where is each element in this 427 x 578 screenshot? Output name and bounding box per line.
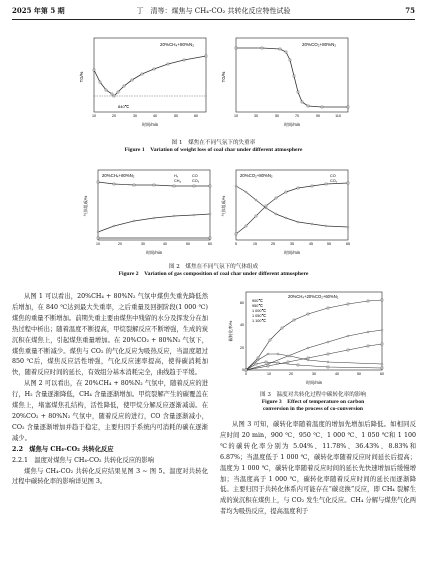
svg-text:25: 25 — [271, 242, 275, 246]
svg-text:40: 40 — [163, 242, 167, 246]
fig1-left-ylabel: TG/% — [79, 71, 84, 83]
chart-marker — [193, 185, 195, 187]
chart-marker — [153, 68, 155, 70]
paragraph-fig1: 从图 1 可以看出，20%CH₄ + 80%N₂ 气氛中煤焦失重先降低然后增加，在 840 ℃达到最大失重率，之后重量及回据阶段(1 000 ℃)煤焦的重量不断增加。前期失重主要由煤焦中残留的水分及挥发分在加热过程中析出；随着温度不断提高，甲烷裂解反应不断增强，生成的炭沉积在煤焦上，引起煤焦重量增加。在 20%CO₂ + 80%N₂ 气氛下，煤焦重量不断减少。煤焦与 CO₂ 的气化反应为吸热反应，当温度超过 850 ℃后，煤焦反应活性增强，气化反应速率提高，使得碳消耗加快，随着反应时间的延长，有效组分基本消耗完全，曲线趋于平缓。 — [12, 293, 208, 377]
svg-text:10: 10 — [96, 242, 100, 246]
fig2-left-xlabel: 时间/min — [145, 250, 163, 255]
fig3-xlabel: 时间/min — [305, 380, 323, 385]
chart-marker — [307, 359, 309, 361]
chart-marker — [325, 225, 327, 227]
chart-marker — [209, 237, 211, 239]
svg-text:20: 20 — [112, 114, 116, 118]
chart-marker — [261, 47, 263, 49]
fig1-right-xlabel: 时间/min — [283, 122, 301, 127]
chart-marker — [153, 184, 155, 186]
svg-text:55: 55 — [327, 242, 331, 246]
chart-marker — [113, 183, 115, 185]
figure-1-caption — [12, 140, 415, 154]
figure-2-caption-en: Figure 2 Variation of gas composition of coal char under different atmosphere — [118, 271, 309, 277]
figure-2-caption — [12, 264, 415, 278]
chart-marker — [269, 339, 271, 341]
chart-marker — [277, 362, 279, 364]
fig1-left-legend: 20%CH₄+80%N₂ — [160, 42, 194, 47]
svg-text:10: 10 — [92, 114, 96, 118]
chart-marker — [133, 184, 135, 186]
chart-marker — [327, 353, 329, 355]
fig2-left-ylabel: 气体组成/% — [83, 195, 88, 217]
fig2-right-xticks — [235, 242, 350, 246]
right-column — [220, 420, 416, 518]
svg-text:50: 50 — [275, 114, 279, 118]
chart-marker — [133, 220, 135, 222]
fig3-xticks — [245, 372, 384, 376]
left-column — [12, 292, 208, 488]
chart-marker — [131, 79, 133, 81]
svg-text:CO: CO — [192, 174, 198, 178]
figure-3-caption-en-2: conversion in the process of co-conversion — [262, 406, 364, 412]
chart-marker — [277, 353, 279, 355]
chart-marker — [321, 106, 323, 108]
chart-marker — [267, 363, 269, 365]
chart-marker — [93, 69, 95, 71]
figure-3-caption-cn: 图 3 温度对共转化过程中碳转化率的影响 — [259, 392, 367, 398]
chart-marker — [123, 85, 125, 87]
svg-text:50: 50 — [174, 114, 178, 118]
chart-marker — [245, 191, 247, 193]
chart-marker — [367, 331, 369, 333]
fig3-yticks — [240, 301, 244, 372]
chart-marker — [327, 366, 329, 368]
chart-marker — [117, 91, 119, 93]
chart-marker — [311, 185, 313, 187]
chart-marker — [381, 343, 383, 345]
svg-text:10: 10 — [234, 114, 238, 118]
chart-marker — [167, 63, 169, 65]
paragraph-fig2: 从图 2 可以看出，在 20%CH₄ + 80%N₂ 气氛中，随着反应的进行，H₂ 含量逐渐降低，CH₄ 含量逐渐增加。甲烷裂解产生的碳覆盖在煤焦上，堵塞煤焦孔结构，活性降低，使甲烷分解反应逐渐减弱。在 20%CO₂ + 80%N₂ 气氛中，随着反应的进行，CO 含量逐渐减小，CO₂ 含量逐渐增加并趋于稳定，主要归因于系统内可消耗的碳在逐渐减少。 — [12, 380, 208, 442]
chart-marker — [293, 75, 295, 77]
page-number: 75 — [405, 6, 415, 15]
chart-marker — [265, 361, 267, 363]
chart-marker — [235, 233, 237, 235]
fig1-left-xlabel: 时间/min — [141, 122, 159, 127]
chart-marker — [255, 199, 257, 201]
chart-marker — [307, 357, 309, 359]
svg-text:20: 20 — [240, 346, 244, 350]
svg-text:1 050℃: 1 050℃ — [252, 314, 266, 318]
fig1-left-xticks — [92, 114, 198, 118]
chart-marker — [193, 214, 195, 216]
chart-marker — [289, 59, 291, 61]
svg-text:0: 0 — [245, 372, 247, 376]
chart-marker — [311, 223, 313, 225]
svg-text:0: 0 — [242, 368, 244, 372]
article-title-short: 丁 清等：煤焦与 CH₄-CO₂ 共转化反应特性试验 — [136, 7, 291, 15]
svg-text:30: 30 — [133, 114, 137, 118]
chart-marker — [255, 363, 257, 365]
svg-text:35: 35 — [290, 242, 294, 246]
chart-marker — [267, 353, 269, 355]
chart-marker — [99, 81, 101, 83]
svg-text:H₂: H₂ — [174, 174, 179, 178]
chart-marker — [275, 213, 277, 215]
paragraph-intro-fig3: 煤焦与 CH₄-CO₂ 共转化反应结果见图 3 ~ 图 5。温度对共转化过程中碳转化率的影响详见图 3。 — [12, 467, 208, 486]
svg-text:10: 10 — [267, 372, 271, 376]
svg-text:60: 60 — [194, 114, 198, 118]
chart-marker — [257, 359, 259, 361]
chart-marker — [327, 307, 329, 309]
chart-marker — [289, 355, 291, 357]
svg-text:950℃: 950℃ — [252, 304, 263, 308]
chart-marker — [265, 205, 267, 207]
chart-marker — [347, 226, 349, 228]
svg-text:CO₂: CO₂ — [330, 179, 338, 183]
chart-marker — [307, 313, 309, 315]
svg-text:60: 60 — [380, 372, 384, 376]
svg-text:1 100℃: 1 100℃ — [252, 319, 266, 323]
running-header — [12, 6, 415, 18]
chart-marker — [381, 299, 383, 301]
chart-marker — [275, 197, 277, 199]
svg-text:CO: CO — [330, 174, 336, 178]
svg-text:CO₂: CO₂ — [192, 179, 200, 183]
fig3-legend-title: 20%CH₄+20%CO₂+60%N₂ — [288, 294, 339, 299]
figure-2-right-chart — [222, 166, 354, 258]
chart-marker — [209, 213, 211, 215]
chart-marker — [307, 347, 309, 349]
fig3-ylabel: 碳转化率/% — [228, 320, 233, 342]
chart-marker — [327, 341, 329, 343]
svg-text:30: 30 — [254, 114, 258, 118]
section-heading-2-2: 2.2 煤焦与 CH₄-CO₂ 共转化反应 — [12, 445, 114, 453]
chart-marker — [153, 217, 155, 219]
svg-text:CH₄: CH₄ — [174, 179, 182, 183]
svg-text:45: 45 — [309, 242, 313, 246]
chart-marker — [245, 225, 247, 227]
figure-3-chart — [228, 288, 388, 388]
svg-text:5: 5 — [235, 242, 237, 246]
section-heading-2-2-1: 2.2.1 温度对煤焦与 CH₄-CO₂ 共转化反应的影响 — [12, 456, 154, 464]
chart-marker — [367, 345, 369, 347]
svg-text:110: 110 — [335, 114, 341, 118]
fig2-left-xticks — [96, 242, 212, 246]
figure-1-caption-cn: 图 1 煤焦在不同气氛下的失重率 — [171, 140, 256, 146]
figure-3-caption-en-1: Figure 3 Effect of temperature on carbon — [261, 399, 365, 405]
chart-marker — [267, 365, 269, 367]
chart-marker — [297, 91, 299, 93]
chart-marker — [255, 215, 257, 217]
fig1-right-xticks — [234, 114, 341, 118]
figure-2-caption-cn: 图 2 煤焦在不同气氛下的气体组成 — [168, 264, 259, 270]
chart-marker — [347, 182, 349, 184]
chart-marker — [347, 349, 349, 351]
svg-text:60: 60 — [208, 242, 212, 246]
svg-text:40: 40 — [240, 323, 244, 327]
figure-1-caption-en: Figure 1 Variation of weight loss of coal char under different atmosphere — [124, 147, 303, 153]
figure-2-left-chart — [84, 166, 216, 258]
chart-marker — [325, 183, 327, 185]
chart-marker — [307, 105, 309, 107]
chart-marker — [113, 95, 115, 97]
chart-marker — [297, 221, 299, 223]
figure-3-caption — [228, 392, 398, 413]
chart-marker — [235, 185, 237, 187]
chart-marker — [381, 329, 383, 331]
chart-marker — [285, 217, 287, 219]
figure-1-left-chart — [80, 34, 212, 130]
chart-marker — [301, 101, 303, 103]
fig2-right-ylabel: 气体组成/% — [221, 195, 226, 217]
svg-text:90: 90 — [316, 114, 320, 118]
chart-marker — [173, 215, 175, 217]
svg-text:70: 70 — [295, 114, 299, 118]
svg-text:30: 30 — [141, 242, 145, 246]
fig1-right-ylabel: TG/% — [221, 71, 226, 83]
chart-marker — [327, 361, 329, 363]
chart-marker — [287, 355, 289, 357]
svg-text:40: 40 — [335, 372, 339, 376]
svg-text:1 000℃: 1 000℃ — [252, 309, 266, 313]
chart-marker — [347, 335, 349, 337]
fig2-right-xlabel: 时间/min — [283, 250, 301, 255]
svg-text:30: 30 — [312, 372, 316, 376]
fig2-left-legend: 20%CH₄+80%N₂ — [102, 173, 135, 178]
chart-marker — [97, 231, 99, 233]
svg-text:60: 60 — [240, 301, 244, 305]
chart-marker — [209, 185, 211, 187]
paragraph-fig3-analysis: 从图 3 可知，碳转化率随着温度的增加先增加后降低。如相同反应时间 20 min，900 ℃、950 ℃、1 000 ℃、1 050 ℃和 1 100 ℃的碳转化率分别为 5.04%、11.78%、36.43%、8.83%和 6.87%；当温度低于 1 000 ℃，碳转化率随着反应时间延长后提高；温度为 1 000 ℃，碳转化率随着反应时间的延长先快速增加后缓慢增加；当温度高于 1 000 ℃，碳转化率随着反应时间的延长而逐渐降低。主要归因于共转化体系内可能存在“碳竞换”反应，即 CH₄ 裂解生成的炭沉积在煤焦上，与 CO₂ 发生气化反应。CH₄ 分解与煤焦气化两者均为吸热反应，提高温度利于 — [220, 421, 416, 516]
chart-marker — [347, 106, 349, 108]
chart-marker — [285, 191, 287, 193]
chart-marker — [105, 89, 107, 91]
fig1-right-legend: 20%CO₂+80%N₂ — [302, 42, 337, 47]
chart-marker — [297, 364, 299, 366]
chart-marker — [97, 181, 99, 183]
chart-marker — [183, 59, 185, 61]
svg-text:50: 50 — [357, 372, 361, 376]
svg-text:50: 50 — [186, 242, 190, 246]
chart-marker — [381, 363, 383, 365]
chart-marker — [205, 55, 207, 57]
chart-marker — [257, 357, 259, 359]
header-rule — [12, 19, 415, 20]
chart-marker — [235, 47, 237, 49]
chart-marker — [297, 187, 299, 189]
fig1-left-annot: 840℃ — [118, 104, 130, 109]
svg-text:20: 20 — [118, 242, 122, 246]
svg-text:20: 20 — [289, 372, 293, 376]
figure-1-right-chart — [222, 34, 354, 130]
chart-marker — [347, 303, 349, 305]
issue-label: 2025 年第 5 期 — [12, 6, 65, 15]
chart-marker — [245, 369, 247, 371]
chart-marker — [97, 237, 99, 239]
svg-text:65: 65 — [346, 242, 350, 246]
svg-text:900℃: 900℃ — [252, 299, 263, 303]
chart-marker — [113, 225, 115, 227]
chart-marker — [287, 361, 289, 363]
chart-marker — [141, 73, 143, 75]
chart-marker — [265, 207, 267, 209]
chart-marker — [285, 51, 287, 53]
chart-marker — [367, 300, 369, 302]
chart-marker — [281, 327, 283, 329]
svg-text:40: 40 — [153, 114, 157, 118]
fig2-right-legend: 20%CO₂+80%N₂ — [240, 173, 273, 178]
chart-marker — [111, 93, 113, 95]
chart-marker — [381, 367, 383, 369]
chart-marker — [293, 319, 295, 321]
chart-marker — [173, 185, 175, 187]
svg-text:15: 15 — [253, 242, 257, 246]
chart-marker — [279, 48, 281, 50]
